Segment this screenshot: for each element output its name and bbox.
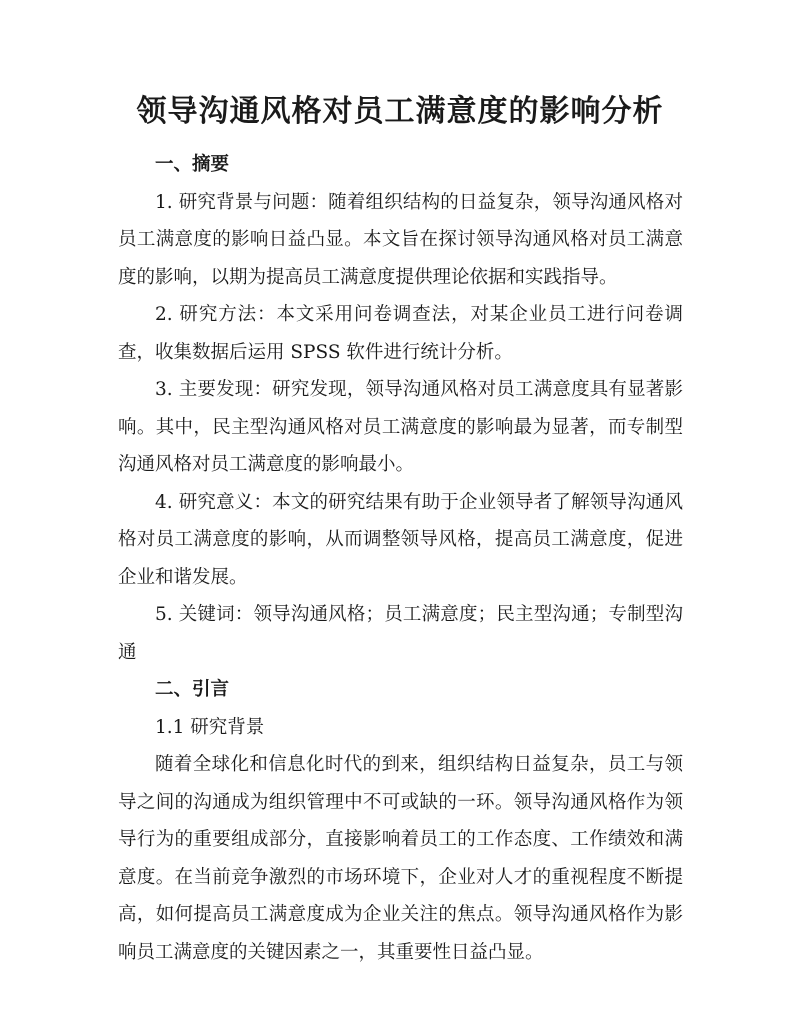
- document-body: [118, 146, 683, 971]
- abstract-paragraph-findings: 3. 主要发现：研究发现，领导沟通风格对员工满意度具有显著影响。其中，民主型沟通风格对员工满意度的影响最为显著，而专制型沟通风格对员工满意度的影响最小。: [118, 379, 683, 475]
- abstract-paragraph-keywords: 5. 关键词：领导沟通风格；员工满意度；民主型沟通；专制型沟通: [118, 604, 683, 663]
- document-title: 领导沟通风格对员工满意度的影响分析: [136, 94, 664, 129]
- abstract-paragraph-significance: 4. 研究意义：本文的研究结果有助于企业领导者了解领导沟通风格对员工满意度的影响，从而调整领导风格，提高员工满意度，促进企业和谐发展。: [118, 491, 683, 588]
- subsection-heading-background: 1.1 研究背景: [155, 716, 265, 738]
- introduction-paragraph: 随着全球化和信息化时代的到来，组织结构日益复杂，员工与领导之间的沟通成为组织管理中不可或缺的一环。领导沟通风格作为领导行为的重要组成部分，直接影响着员工的工作态度、工作绩效和满意度。在当前竞争激烈的市场环境下，企业对人才的重视程度不断提高，如何提高员工满意度成为企业关注的焦点。领导沟通风格作为影响员工满意度的关键因素之一，其重要性日益凸显。: [118, 754, 683, 963]
- abstract-paragraph-method: 2. 研究方法：本文采用问卷调查法，对某企业员工进行问卷调查，收集数据后运用 SPSS 软件进行统计分析。: [118, 304, 683, 363]
- section-heading-introduction: 二、引言: [155, 679, 230, 700]
- abstract-paragraph-background: 1. 研究背景与问题：随着组织结构的日益复杂，领导沟通风格对员工满意度的影响日益凸显。本文旨在探讨领导沟通风格对员工满意度的影响，以期为提高员工满意度提供理论依据和实践指导。: [118, 191, 683, 288]
- section-heading-abstract: 一、摘要: [155, 154, 230, 175]
